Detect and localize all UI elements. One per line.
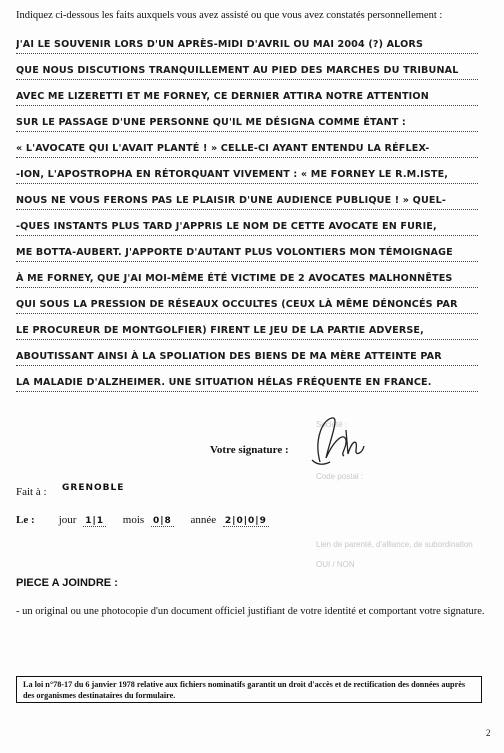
signature-image xyxy=(300,410,380,470)
attestation-page: Indiquez ci-dessous les faits auxquels vous avez assisté ou que vous avez constatés personnellement : J'AI LE SOUVENIR LORS D'UN APRÈS-MIDI D'AVRIL OU MAI 2004 (?) ALORS QUE NOUS DISCUTIONS TRANQUILLEMENT AU PIED DES MARCHES DU TRIBUNAL AVEC ME LIZERETTI ET ME FORNEY, CE DERNIER ATTIRA NOTRE ATTENTION SUR LE PASSAGE D'UNE PERSONNE QU'IL ME DÉSIGNA COMME ÉTANT : « L'AVOCATE QUI L'AVAIT PLANTÉ ! » CELLE-CI AYANT ENTENDU LA RÉFLEX- -ION, L'APOSTROPHA EN RÉTORQUANT VIVEMENT : « ME FORNEY LE R.M.ISTE, NOUS NE VOUS FERONS PAS LE PLAISIR D'UNE AUDIENCE PUBLIQUE ! » QUEL- -QUES INSTANTS PLUS TARD J'APPRIS LE NOM DE CETTE AVOCATE EN FURIE, ME BOTTA-AUBERT. J'APPORTE D'AUTANT PLUS VOLONTIERS MON TÉMOIGNAGE À ME FORNEY, QUE J'AI MOI-MÊME ÉTÉ VICTIME DE 2 AVOCATES MALHONNÊTES QUI SOUS LA PRESSION DE RÉSEAUX OCCULTES (CEUX LÀ MÊME DÉNONCÉS PAR LE PROCUREUR DE MONTGOLFIER) FIRENT LE JEU DE LA PARTIE ADVERSE, ABOUTISSANT AINSI À LA SPOLIATION DES BIENS DE MA MÈRE ATTEINTE PAR LA MALADIE D'ALZHEIMER. UNE SITUATION HÉLAS FRÉQUENTE EN FRANCE. Société : Code postal : Lien de parenté, d'alliance, de subordination OUI / NON Votre signature : Fait à : GRENOBLE Le : jour 1|1 mois 0|8 année 2|0|0|9 PIECE A JOINDRE : - un original ou une photocopie d'un document officiel justifiant de votre identité et comportant votre signature. La loi n°78-17 du 6 janvier 1978 relative aux fichiers nominatifs garantit un droit d'accès et de rectification des données auprès des organismes destinataires du formulaire. 2 xyxy=(0,0,504,753)
mois-label: mois xyxy=(122,514,145,526)
annee-label: année xyxy=(190,514,217,526)
handwritten-line: AVEC ME LIZERETTI ET ME FORNEY, CE DERNIER ATTIRA NOTRE ATTENTION xyxy=(16,82,478,106)
piece-text: - un original ou une photocopie d'un document officiel justifiant de votre identité et comportant votre signature. xyxy=(16,606,485,617)
handwritten-line: QUE NOUS DISCUTIONS TRANQUILLEMENT AU PIED DES MARCHES DU TRIBUNAL xyxy=(16,56,478,80)
le-label: Le : xyxy=(16,514,35,526)
handwritten-line: « L'AVOCATE QUI L'AVAIT PLANTÉ ! » CELLE-CI AYANT ENTENDU LA RÉFLEX- xyxy=(16,134,478,158)
handwritten-line: ME BOTTA-AUBERT. J'APPORTE D'AUTANT PLUS VOLONTIERS MON TÉMOIGNAGE xyxy=(16,238,478,262)
handwritten-line: J'AI LE SOUVENIR LORS D'UN APRÈS-MIDI D'AVRIL OU MAI 2004 (?) ALORS xyxy=(16,30,478,54)
legal-notice: La loi n°78-17 du 6 janvier 1978 relative aux fichiers nominatifs garantit un droit d'accès et de rectification des données auprès des organismes destinataires du formulaire. xyxy=(16,676,482,703)
mois-value: 0|8 xyxy=(152,516,172,526)
annee-value: 2|0|0|9 xyxy=(224,516,267,526)
fait-value: GRENOBLE xyxy=(62,483,125,493)
handwritten-line: -QUES INSTANTS PLUS TARD J'APPRIS LE NOM DE CETTE AVOCATE EN FURIE, xyxy=(16,212,478,236)
handwritten-line: QUI SOUS LA PRESSION DE RÉSEAUX OCCULTES (CEUX LÀ MÊME DÉNONCÉS PAR xyxy=(16,290,478,314)
fait-label: Fait à : xyxy=(16,486,47,498)
piece-title: PIECE A JOINDRE : xyxy=(16,577,118,589)
handwritten-line: LA MALADIE D'ALZHEIMER. UNE SITUATION HÉLAS FRÉQUENTE EN FRANCE. xyxy=(16,368,478,392)
handwritten-line: NOUS NE VOUS FERONS PAS LE PLAISIR D'UNE AUDIENCE PUBLIQUE ! » QUEL- xyxy=(16,186,478,210)
jour-label: jour xyxy=(58,514,77,526)
handwritten-line: LE PROCUREUR DE MONTGOLFIER) FIRENT LE JEU DE LA PARTIE ADVERSE, xyxy=(16,316,478,340)
signature-label: Votre signature : xyxy=(210,444,289,456)
page-number: 2 xyxy=(486,728,491,738)
handwritten-line: ABOUTISSANT AINSI À LA SPOLIATION DES BIENS DE MA MÈRE ATTEINTE PAR xyxy=(16,342,478,366)
instruction-text: Indiquez ci-dessous les faits auxquels vous avez assisté ou que vous avez constatés personnellement : xyxy=(16,10,443,21)
handwritten-line: À ME FORNEY, QUE J'AI MOI-MÊME ÉTÉ VICTIME DE 2 AVOCATES MALHONNÊTES xyxy=(16,264,478,288)
jour-value: 1|1 xyxy=(85,516,105,526)
handwritten-line: -ION, L'APOSTROPHA EN RÉTORQUANT VIVEMENT : « ME FORNEY LE R.M.ISTE, xyxy=(16,160,478,184)
handwritten-line: SUR LE PASSAGE D'UNE PERSONNE QU'IL ME DÉSIGNA COMME ÉTANT : xyxy=(16,108,478,132)
date-row xyxy=(16,514,269,527)
